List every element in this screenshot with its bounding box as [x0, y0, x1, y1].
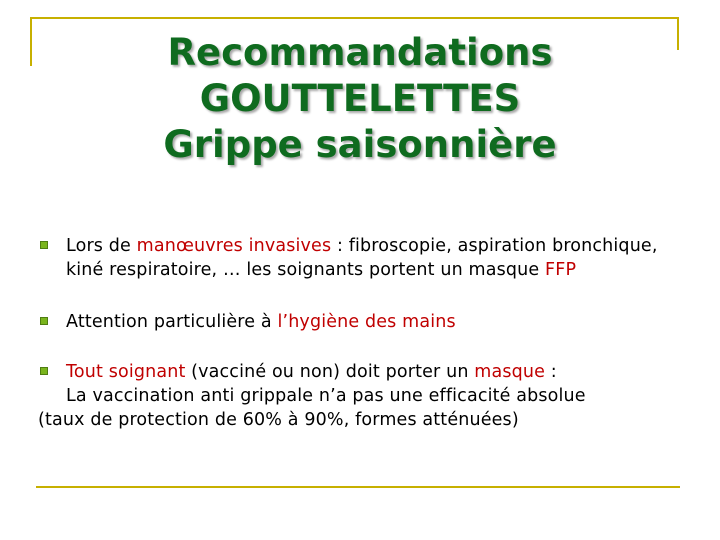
- bullet-text: Attention particulière à: [66, 312, 278, 332]
- highlight-text: manœuvres invasives: [136, 236, 332, 256]
- frame-line-bottom: [36, 486, 680, 488]
- highlight-text: Tout soignant: [66, 362, 186, 382]
- bullet-text: : fibroscopie, aspiration bronchique, kiné respiratoire, … les soignants portent un masque: [66, 236, 658, 280]
- bullet-text: :: [545, 362, 557, 382]
- highlight-text: l’hygiène des mains: [277, 312, 456, 332]
- bullet-subline: (taux de protection de 60% à 90%, formes atténuées): [38, 410, 519, 430]
- highlight-text: masque: [474, 362, 546, 382]
- title-line-1: Recommandations: [167, 31, 553, 74]
- title-line-2: GOUTTELETTES: [199, 77, 521, 120]
- bullet-subline: La vaccination anti grippale n’a pas une efficacité absolue: [66, 386, 586, 406]
- square-bullet-icon: [40, 317, 48, 325]
- bullet-list: [38, 234, 678, 432]
- bullet-item-hand-hygiene: [38, 310, 678, 334]
- bullet-item-invasive-procedures: [38, 234, 678, 282]
- frame-line-left: [30, 17, 32, 66]
- bullet-text: (vacciné ou non) doit porter un: [185, 362, 475, 382]
- square-bullet-icon: [40, 367, 48, 375]
- square-bullet-icon: [40, 241, 48, 249]
- slide-title: [40, 30, 680, 168]
- bullet-item-mask-all-staff: [38, 360, 678, 432]
- highlight-text: FFP: [545, 260, 577, 280]
- bullet-text: Lors de: [66, 236, 137, 256]
- frame-line-top: [30, 17, 678, 19]
- title-line-3: Grippe saisonnière: [163, 123, 557, 166]
